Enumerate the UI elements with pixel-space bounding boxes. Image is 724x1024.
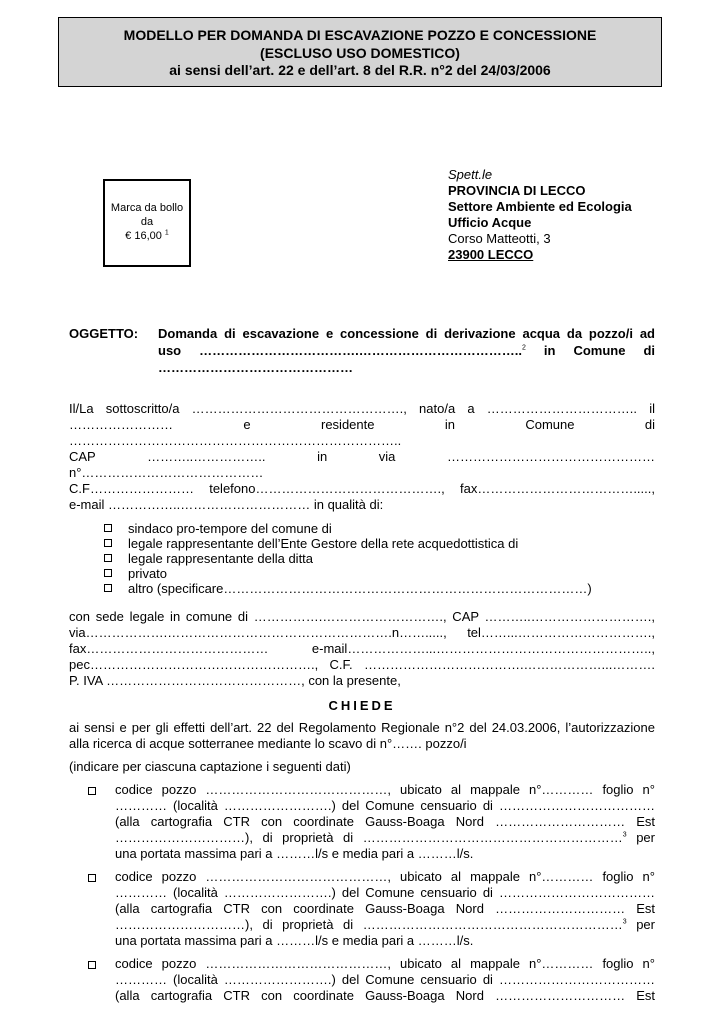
request-heading: CHIEDE bbox=[328, 698, 396, 713]
applicant-line: C.F…………………… telefono……………………………………., fax………………………………....., bbox=[69, 481, 655, 496]
role-label: altro (specificare…………………………………………………………………………) bbox=[128, 581, 592, 596]
stamp-amount bbox=[105, 229, 189, 243]
role-option[interactable] bbox=[104, 521, 655, 536]
subject-label: OGGETTO: bbox=[69, 326, 139, 341]
role-option[interactable] bbox=[104, 536, 655, 551]
checkbox-icon[interactable] bbox=[88, 874, 96, 882]
well-line: (alla cartografia CTR con coordinate Gauss-Boaga Nord ………………………… Est bbox=[115, 901, 655, 916]
well-text-part: …………………………), di proprietà di …………………………………………………… bbox=[115, 830, 623, 845]
role-label: legale rappresentante della ditta bbox=[128, 551, 314, 566]
well-entry bbox=[69, 869, 655, 949]
well-text-part: …………………………), di proprietà di …………………………………………………… bbox=[115, 917, 623, 932]
seat-line: via……………….…………………………………………….n……....., tel……...…………………………., bbox=[69, 625, 655, 640]
applicant-section bbox=[69, 401, 655, 513]
well-line: una portata massima pari a ………l/s e media pari a ………l/s. bbox=[115, 846, 474, 861]
seat-section bbox=[69, 609, 655, 689]
checkbox-icon[interactable] bbox=[104, 524, 112, 532]
recipient-address bbox=[448, 167, 632, 263]
well-entry bbox=[69, 956, 655, 1004]
applicant-line: …………………… e residente in Comune di ………………………………………………………………….. bbox=[69, 417, 655, 448]
seat-line: fax…………………………………… e-mail………………...………………………………………….., bbox=[69, 641, 655, 656]
well-line: codice pozzo ……………………………………, ubicato al mappale n°………… foglio n° bbox=[115, 956, 655, 971]
subject bbox=[69, 325, 655, 376]
recipient-dept: Settore Ambiente ed Ecologia bbox=[448, 199, 632, 214]
subject-line: Domanda di escavazione e concessione di derivazione acqua da pozzo/i ad bbox=[158, 326, 655, 341]
role-list bbox=[69, 521, 655, 596]
well-line: codice pozzo ……………………………………, ubicato al mappale n°………… foglio n° bbox=[115, 782, 655, 797]
well-line bbox=[115, 917, 655, 933]
subject-text-part: uso ……………………………….……………………………….. bbox=[158, 343, 522, 358]
well-line: (alla cartografia CTR con coordinate Gauss-Boaga Nord ………………………… Est bbox=[115, 814, 655, 829]
role-option[interactable] bbox=[104, 551, 655, 566]
footnote-marker: 3 bbox=[622, 918, 627, 926]
stamp-value: € 16,00 bbox=[125, 230, 162, 242]
well-line: ………… (località …………………….) del Comune censuario di ……………………………… bbox=[115, 798, 655, 813]
stamp-text: da bbox=[140, 216, 154, 228]
footnote-marker: 3 bbox=[622, 831, 627, 839]
title-line: (ESCLUSO USO DOMESTICO) bbox=[260, 44, 460, 61]
subject-text bbox=[158, 325, 655, 376]
well-text-part: per bbox=[626, 830, 655, 845]
applicant-line: CAP ………..…………….. in via …………………………………………n°…………………………………… bbox=[69, 449, 655, 480]
applicant-line: e-mail ……………..………………………… in qualità di: bbox=[69, 497, 384, 512]
subject-text-part: in Comune di bbox=[525, 343, 655, 358]
recipient-street: Corso Matteotti, 3 bbox=[448, 231, 551, 246]
checkbox-icon[interactable] bbox=[104, 569, 112, 577]
request-instruction: (indicare per ciascuna captazione i seguenti dati) bbox=[69, 759, 351, 774]
applicant-line: Il/La sottoscritto/a …………………………………………., nato/a a …………………………….. il bbox=[69, 401, 655, 416]
footnote-marker: 2 bbox=[521, 344, 526, 352]
role-option[interactable] bbox=[104, 566, 655, 581]
well-line: una portata massima pari a ………l/s e media pari a ………l/s. bbox=[115, 933, 474, 948]
seat-line: P. IVA ………………………………………, con la presente, bbox=[69, 673, 401, 688]
well-line: ………… (località …………………….) del Comune censuario di ……………………………… bbox=[115, 885, 655, 900]
recipient-city: 23900 LECCO bbox=[448, 247, 534, 262]
wells-section bbox=[69, 782, 655, 1004]
well-line: codice pozzo ……………………………………, ubicato al mappale n°………… foglio n° bbox=[115, 869, 655, 884]
title-line: MODELLO PER DOMANDA DI ESCAVAZIONE POZZO E CONCESSIONE bbox=[123, 27, 597, 43]
well-line: (alla cartografia CTR con coordinate Gauss-Boaga Nord ………………………… Est bbox=[115, 988, 655, 1003]
well-line: ………… (località …………………….) del Comune censuario di ……………………………… bbox=[115, 972, 655, 987]
footnote-marker: 1 bbox=[164, 229, 169, 237]
recipient-org: PROVINCIA DI LECCO bbox=[448, 183, 586, 198]
checkbox-icon[interactable] bbox=[88, 787, 96, 795]
well-entry bbox=[69, 782, 655, 862]
role-label: legale rappresentante dell’Ente Gestore della rete acquedottistica di bbox=[128, 536, 519, 551]
checkbox-icon[interactable] bbox=[104, 584, 112, 592]
well-text-part: per bbox=[626, 917, 655, 932]
document-title-box bbox=[58, 17, 662, 87]
recipient-office: Ufficio Acque bbox=[448, 215, 532, 230]
subject-line bbox=[158, 342, 655, 359]
seat-line: pec……………………………………………., C.F. ……………………………….………………...………. bbox=[69, 657, 655, 672]
revenue-stamp-box bbox=[103, 179, 191, 267]
role-label: sindaco pro-tempore del comune di bbox=[128, 521, 332, 536]
subject-line: ……………………………………… bbox=[158, 360, 353, 375]
checkbox-icon[interactable] bbox=[104, 539, 112, 547]
request-text: alla ricerca di acque sotterranee mediante lo scavo di n°……. pozzo/i bbox=[69, 736, 467, 751]
salutation: Spett.le bbox=[448, 167, 493, 182]
role-label: privato bbox=[128, 566, 168, 581]
role-option[interactable] bbox=[104, 581, 655, 596]
request-text: ai sensi e per gli effetti dell’art. 22 del Regolamento Regionale n°2 del 24.03.2006, l’autorizzazione bbox=[69, 720, 655, 735]
stamp-text: Marca da bollo bbox=[110, 202, 184, 214]
checkbox-icon[interactable] bbox=[88, 961, 96, 969]
title-line: ai sensi dell’art. 22 e dell’art. 8 del R.R. n°2 del 24/03/2006 bbox=[169, 62, 551, 78]
well-line bbox=[115, 830, 655, 846]
checkbox-icon[interactable] bbox=[104, 554, 112, 562]
form-body bbox=[69, 325, 655, 1004]
seat-line: con sede legale in comune di …………….………………………., CAP ………..………………………., bbox=[69, 609, 655, 624]
